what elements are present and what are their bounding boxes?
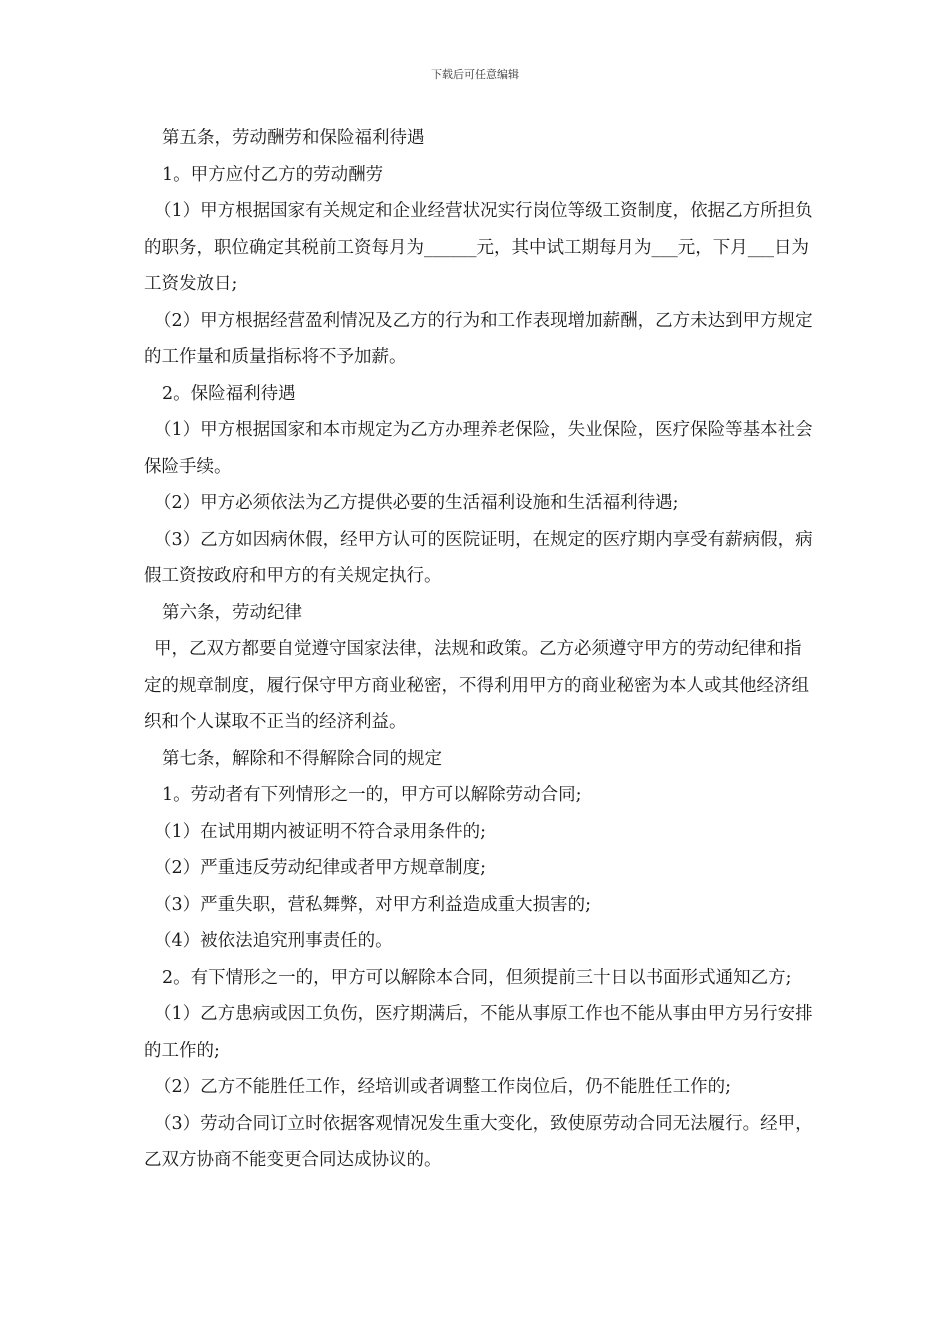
clause-7-2-item-1: （1）乙方患病或因工负伤，医疗期满后，不能从事原工作也不能从事由甲方另行安排的工作的;: [144, 1004, 813, 1061]
clause-7-1-item-2: （2）严重违反劳动纪律或者甲方规章制度;: [154, 858, 487, 878]
clause-7-2-heading: 2。有下情形之一的，甲方可以解除本合同，但须提前三十日以书面形式通知乙方;: [162, 967, 792, 988]
article-6-title: 第六条，劳动纪律: [162, 602, 302, 623]
article-6-body: 甲，乙双方都要自觉遵守国家法律，法规和政策。乙方必须遵守甲方的劳动纪律和指定的规章制度，履行保守甲方商业秘密，不得利用甲方的商业秘密为本人或其他经济组织和个人谋取不正当的经济利益。: [144, 639, 809, 732]
page-header: 下载后可任意编辑: [431, 68, 519, 81]
clause-5-1-item-2: （2）甲方根据经营盈利情况及乙方的行为和工作表现增加薪酬，乙方未达到甲方规定的工作量和质量指标将不予加薪。: [144, 310, 813, 367]
clause-5-2-item-1: （1）甲方根据国家和本市规定为乙方办理养老保险，失业保险，医疗保险等基本社会保险手续。: [144, 420, 813, 477]
clause-7-1-item-1: （1）在试用期内被证明不符合录用条件的;: [154, 821, 487, 842]
clause-7-2-item-2: （2）乙方不能胜任工作，经培训或者调整工作岗位后，仍不能胜任工作的;: [154, 1077, 732, 1097]
clause-5-2-heading: 2。保险福利待遇: [162, 383, 296, 404]
article-5-title: 第五条，劳动酬劳和保险福利待遇: [162, 128, 425, 148]
clause-7-1-item-3: （3）严重失职，营私舞弊，对甲方利益造成重大损害的;: [154, 894, 592, 915]
clause-5-1-item-1: （1）甲方根据国家有关规定和企业经营状况实行岗位等级工资制度，依据乙方所担负的职务，职位确定其税前工资每月为______元，其中试工期每月为___元，下月___日为工资发放日;: [144, 201, 813, 294]
clause-5-2-item-2: （2）甲方必须依法为乙方提供必要的生活福利设施和生活福利待遇;: [154, 493, 679, 513]
clause-5-1-heading: 1。甲方应付乙方的劳动酬劳: [162, 164, 384, 185]
clause-7-1-item-4: （4）被依法追究刑事责任的。: [154, 931, 393, 951]
clause-7-2-item-3: （3）劳动合同订立时依据客观情况发生重大变化，致使原劳动合同无法履行。经甲，乙双方协商不能变更合同达成协议的。: [144, 1113, 813, 1170]
document-body: [144, 120, 814, 1179]
clause-5-2-item-3: （3）乙方如因病休假，经甲方认可的医院证明，在规定的医疗期内享受有薪病假，病假工资按政府和甲方的有关规定执行。: [144, 529, 813, 586]
clause-7-1-heading: 1。劳动者有下列情形之一的，甲方可以解除劳动合同;: [162, 785, 582, 805]
article-7-title: 第七条，解除和不得解除合同的规定: [162, 748, 442, 769]
